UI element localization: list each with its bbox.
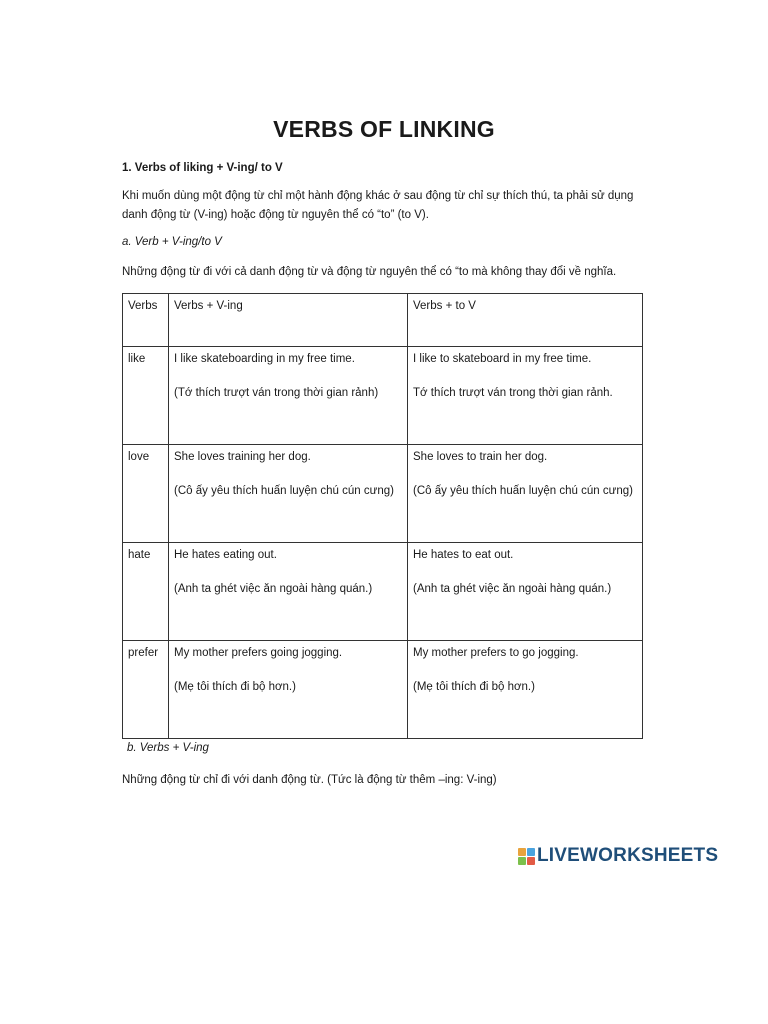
header-verbs-tov: Verbs + to V	[408, 294, 643, 347]
ving-example-vi: (Mẹ tôi thích đi bộ hơn.)	[174, 681, 296, 693]
subheading-a: a. Verb + V-ing/to V	[122, 236, 222, 248]
tov-example-vi: (Cô ấy yêu thích huấn luyện chú cún cưng)	[413, 485, 633, 497]
liveworksheets-logo-icon	[518, 848, 535, 865]
tov-example-en: My mother prefers to go jogging.	[413, 647, 579, 659]
table-row	[123, 543, 643, 641]
subheading-b: b. Verbs + V-ing	[127, 742, 209, 754]
liveworksheets-brand	[518, 845, 718, 867]
table-row	[123, 641, 643, 739]
ving-cell	[169, 347, 408, 445]
verb-cell: hate	[123, 543, 169, 641]
description-b: Những động từ chỉ đi với danh động từ. (Tức là động từ thêm –ing: V-ing)	[122, 774, 497, 786]
tov-example-vi: Tớ thích trượt ván trong thời gian rảnh.	[413, 387, 613, 399]
table-row	[123, 347, 643, 445]
ving-example-en: She loves training her dog.	[174, 451, 311, 463]
description-a: Những động từ đi với cả danh động từ và động từ nguyên thể có “to mà không thay đổi về nghĩa.	[122, 266, 617, 278]
ving-cell	[169, 641, 408, 739]
verb-cell: love	[123, 445, 169, 543]
tov-example-en: He hates to eat out.	[413, 549, 514, 561]
header-verbs-ving: Verbs + V-ing	[169, 294, 408, 347]
intro-paragraph: Khi muốn dùng một động từ chỉ một hành động khác ở sau động từ chỉ sự thích thú, ta phải sử dụng danh động từ (V-ing) hoặc động từ nguyên thể có “to” (to V).	[122, 190, 634, 221]
ving-example-en: My mother prefers going jogging.	[174, 647, 343, 659]
tov-cell	[408, 445, 643, 543]
tov-example-vi: (Anh ta ghét việc ăn ngoài hàng quán.)	[413, 583, 612, 595]
tov-cell	[408, 641, 643, 739]
ving-example-vi: (Cô ấy yêu thích huấn luyện chú cún cưng)	[174, 485, 394, 497]
ving-cell	[169, 445, 408, 543]
verb-cell: like	[123, 347, 169, 445]
table-row	[123, 445, 643, 543]
ving-example-en: He hates eating out.	[174, 549, 277, 561]
header-verbs: Verbs	[123, 294, 169, 347]
tov-cell	[408, 543, 643, 641]
tov-example-vi: (Mẹ tôi thích đi bộ hơn.)	[413, 681, 535, 693]
tov-example-en: She loves to train her dog.	[413, 451, 548, 463]
ving-example-vi: (Tớ thích trượt ván trong thời gian rảnh)	[174, 387, 379, 399]
section-heading: 1. Verbs of liking + V-ing/ to V	[122, 162, 283, 174]
tov-example-en: I like to skateboard in my free time.	[413, 353, 592, 365]
ving-example-vi: (Anh ta ghét việc ăn ngoài hàng quán.)	[174, 583, 373, 595]
table-header-row	[123, 294, 643, 347]
ving-cell	[169, 543, 408, 641]
verbs-table	[122, 293, 643, 739]
verb-cell: prefer	[123, 641, 169, 739]
brand-name: LIVEWORKSHEETS	[537, 845, 719, 866]
page-title: VERBS OF LINKING	[273, 116, 495, 142]
ving-example-en: I like skateboarding in my free time.	[174, 353, 355, 365]
tov-cell	[408, 347, 643, 445]
